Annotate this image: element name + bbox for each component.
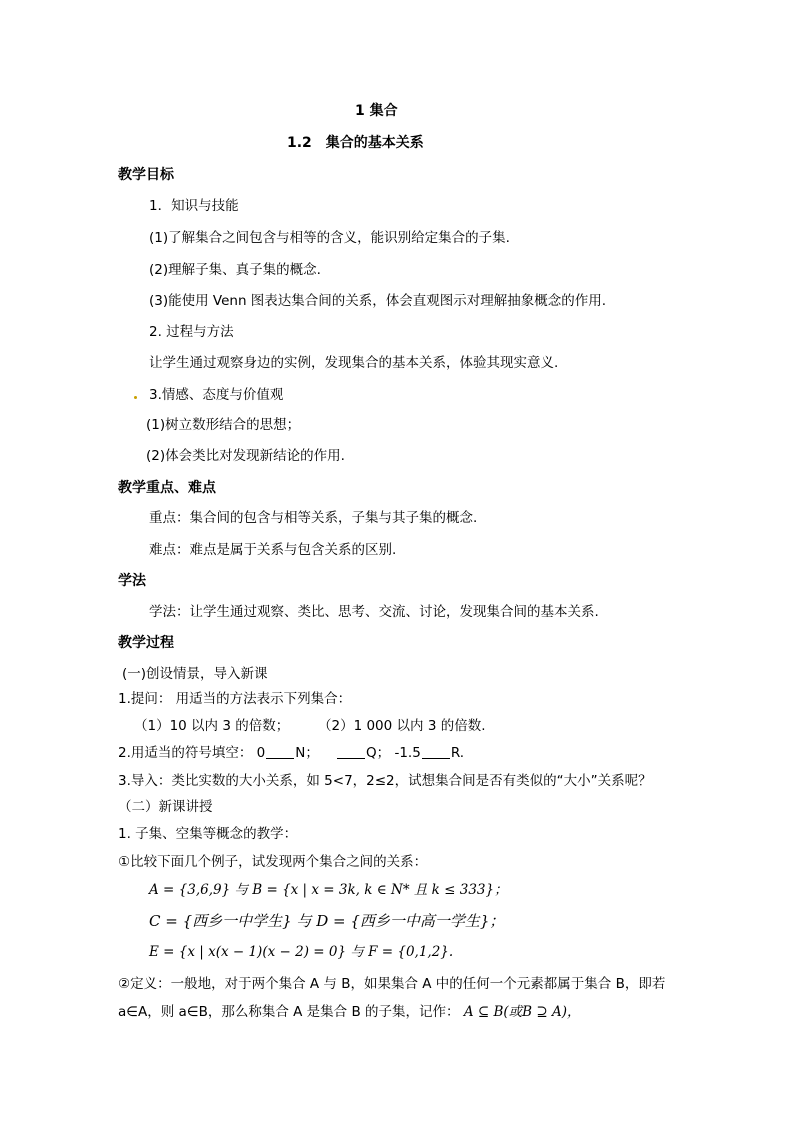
example-set-e-f: E = {x | x(x − 1)(x − 2) = 0} 与 F = {0,1,2}. [149,944,454,960]
subset-definition-2 [118,1002,580,1022]
fill-text-c: Q； -1.5 [366,745,421,761]
compare-examples: ①比较下面几个例子，试发现两个集合之间的关系： [118,854,428,870]
key-point: 重点：集合间的包含与相等关系，子集与其子集的概念. [149,510,478,526]
difficult-point: 难点：难点是属于关系与包含关系的区别. [149,542,397,558]
blank-3[interactable] [422,745,450,759]
subset-definition-text: a∈A，则 a∈B，那么称集合 A 是集合 B 的子集，记作： [118,1004,460,1020]
goal-knowledge-2: (2)理解子集、真子集的概念. [149,262,321,278]
heading-key-points: 教学重点、难点 [118,480,216,496]
fill-text-d: R. [450,745,465,761]
heading-teaching-process: 教学过程 [118,635,174,651]
subset-notation: A ⊆ B(或B ⊇ A)， [463,1004,581,1020]
goal-emotion-1: (1)树立数形结合的思想； [146,417,301,433]
subset-definition-1: ②定义：一般地，对于两个集合 A 与 B，如果集合 A 中的任何一个元素都属于集合 B，即若 [118,976,666,992]
process-question: 1.提问： 用适当的方法表示下列集合： [118,691,352,707]
question-item-2: （2）1 000 以内 3 的倍数. [318,718,486,734]
heading-study-method: 学法 [118,573,146,589]
subset-concept-heading: 1. 子集、空集等概念的教学： [118,826,298,842]
fill-text-b: N； [295,745,319,761]
goal-knowledge-3: (3)能使用 Venn 图表达集合间的关系，体会直观图示对理解抽象概念的作用. [149,293,607,309]
goal-emotion-2: (2)体会类比对发现新结论的作用. [146,448,345,464]
goal-knowledge-1: (1)了解集合之间包含与相等的含义，能识别给定集合的子集. [149,230,510,246]
goal-emotion: 3.情感、态度与价值观 [149,387,284,403]
example-set-c-d: C = {西乡一中学生} 与 D = {西乡一中高一学生}； [149,912,505,930]
goal-process-1: 让学生通过观察身边的实例，发现集合的基本关系，体验其现实意义. [149,355,559,371]
goal-process: 2. 过程与方法 [149,324,234,340]
example-set-a-b: A = {3,6,9} 与 B = {x | x = 3k, k ∈ N* 且 k ≤ 333}； [149,882,508,898]
fill-text-a: 2.用适当的符号填空： 0 [118,745,266,761]
chapter-title: 1 集合 [355,103,398,119]
blank-1[interactable] [266,745,294,759]
bullet-dot [134,396,137,399]
goal-knowledge: 1．知识与技能 [149,198,239,214]
fill-in-symbols [118,743,464,763]
process-intro: 3.导入：类比实数的大小关系，如 5<7，2≤2，试想集合间是否有类似的“大小”关系呢？ [118,773,652,789]
blank-2[interactable] [337,745,365,759]
study-method-text: 学法：让学生通过观察、类比、思考、交流、讨论，发现集合间的基本关系. [149,604,599,620]
question-item-1: （1）10 以内 3 的倍数； [134,718,290,734]
process-step-1: (一)创设情景，导入新课 [122,666,268,682]
heading-teaching-goals: 教学目标 [118,167,174,183]
section-title: 1.2 集合的基本关系 [287,135,424,151]
process-step-2: （二）新课讲授 [118,799,213,815]
